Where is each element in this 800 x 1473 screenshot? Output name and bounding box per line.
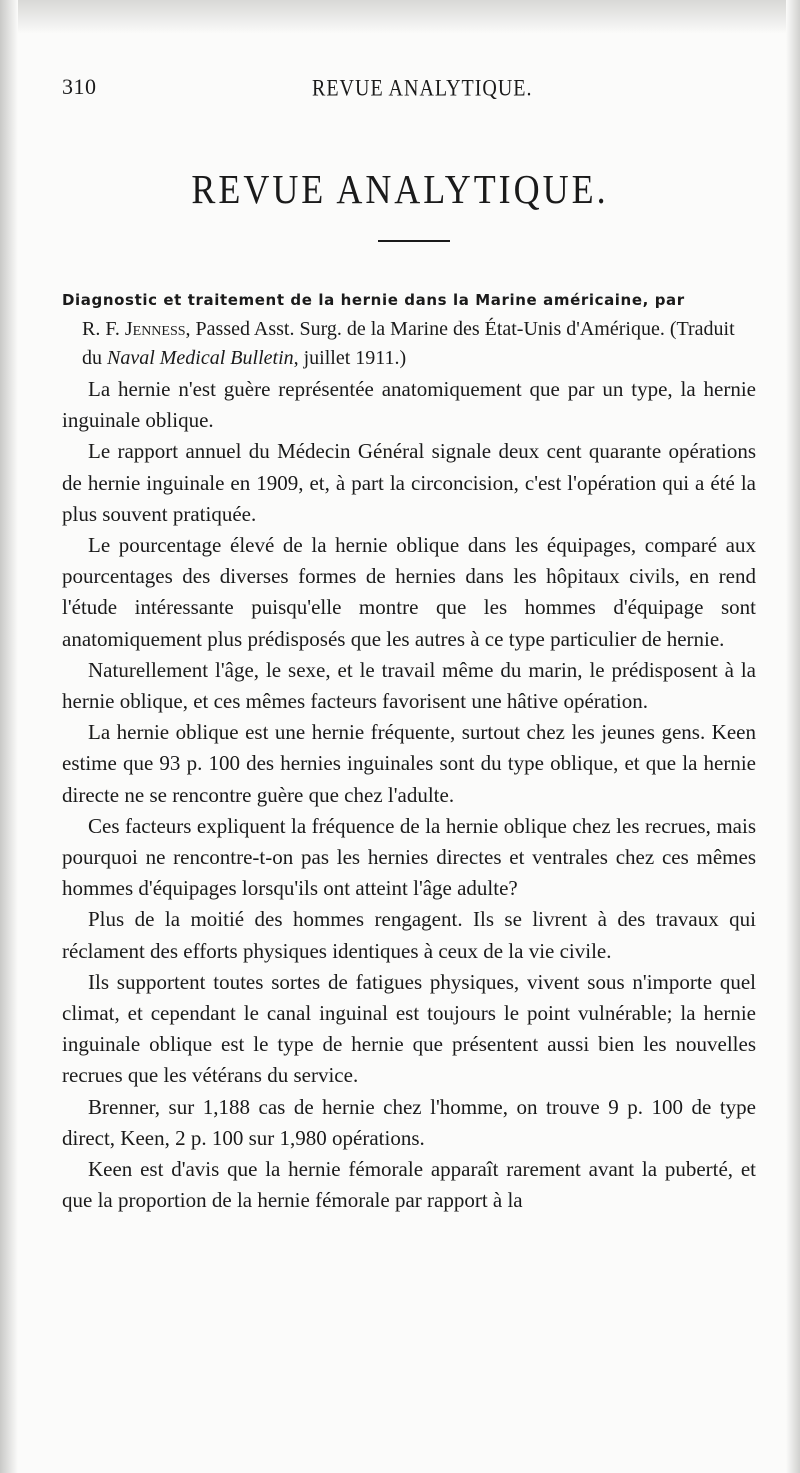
author-name: R. F. Jenness [82,318,186,340]
paragraph: Ils supportent toutes sortes de fatigues physiques, vivent sous n'importe quel climat, et cependant le canal inguinal est toujours le point vulnérable; la hernie inguinale oblique est le type de hernie que présentent aussi bien les nouvelles recrues que les vétérans du service. [62,969,756,1088]
title-rule [378,240,450,242]
article-citation [62,286,750,373]
section-title: REVUE ANALYTIQUE. [191,166,609,212]
paragraph: Plus de la moitié des hommes rengagent. Ils se livrent à des travaux qui réclament des efforts physiques identiques à ceux de la vie civile. [62,907,756,963]
article-heading: Diagnostic et traitement de la hernie dans la Marine américaine, par [62,291,685,309]
paragraph: Ces facteurs expliquent la fréquence de la hernie oblique chez les recrues, mais pourquoi ne rencontre-t-on pas les hernies directes et ventrales chez ces mêmes hommes d'équipages lorsqu'ils ont atteint l'âge adulte? [62,813,756,901]
journal-name: Naval Medical Bulletin [107,347,294,369]
publication-date: , juillet 1911.) [293,347,407,369]
paragraph: Le rapport annuel du Médecin Général signale deux cent quarante opérations de hernie inguinale en 1909, et, à part la circoncision, c'est l'opération qui a été la plus souvent pratiquée. [62,439,756,526]
paragraph: Naturellement l'âge, le sexe, et le travail même du marin, le prédisposent à la hernie oblique, et ces mêmes facteurs favorisent une hâtive opération. [62,657,756,714]
running-head [62,74,762,108]
running-title: REVUE ANALYTIQUE. [312,76,533,102]
paragraph: La hernie n'est guère représentée anatomiquement que par un type, la hernie inguinale oblique. [62,377,756,433]
author-details: , Passed Asst. Surg. de la Marine des État-Unis d'Amérique. (Traduit du [82,318,735,369]
page-scan-shadow-right [786,0,800,1473]
paragraph: Le pourcentage élevé de la hernie oblique dans les équipages, comparé aux pourcentages des diverses formes de hernies dans les hôpitaux civils, en rend l'étude intéressante puisqu'elle montre que les hommes d'équipage sont anatomiquement plus prédisposés que les autres à ce type particulier de hernie. [62,533,756,651]
paragraph: Brenner, sur 1,188 cas de hernie chez l'homme, on trouve 9 p. 100 de type direct, Keen, 2 p. 100 sur 1,980 opérations. [62,1094,756,1150]
page-number: 310 [62,74,97,99]
paragraph: La hernie oblique est une hernie fréquente, surtout chez les jeunes gens. Keen estime que 93 p. 100 des hernies inguinales sont du type oblique, et que la hernie directe ne se rencontre guère que chez l'adulte. [62,720,756,807]
article-attribution [62,315,750,373]
page-scan-shadow-top [0,0,800,34]
paragraph: Keen est d'avis que la hernie fémorale apparaît rarement avant la puberté, et que la proportion de la hernie fémorale par rapport à la [62,1157,756,1213]
page-scan-shadow-left [0,0,18,1473]
article-body [62,374,756,1216]
